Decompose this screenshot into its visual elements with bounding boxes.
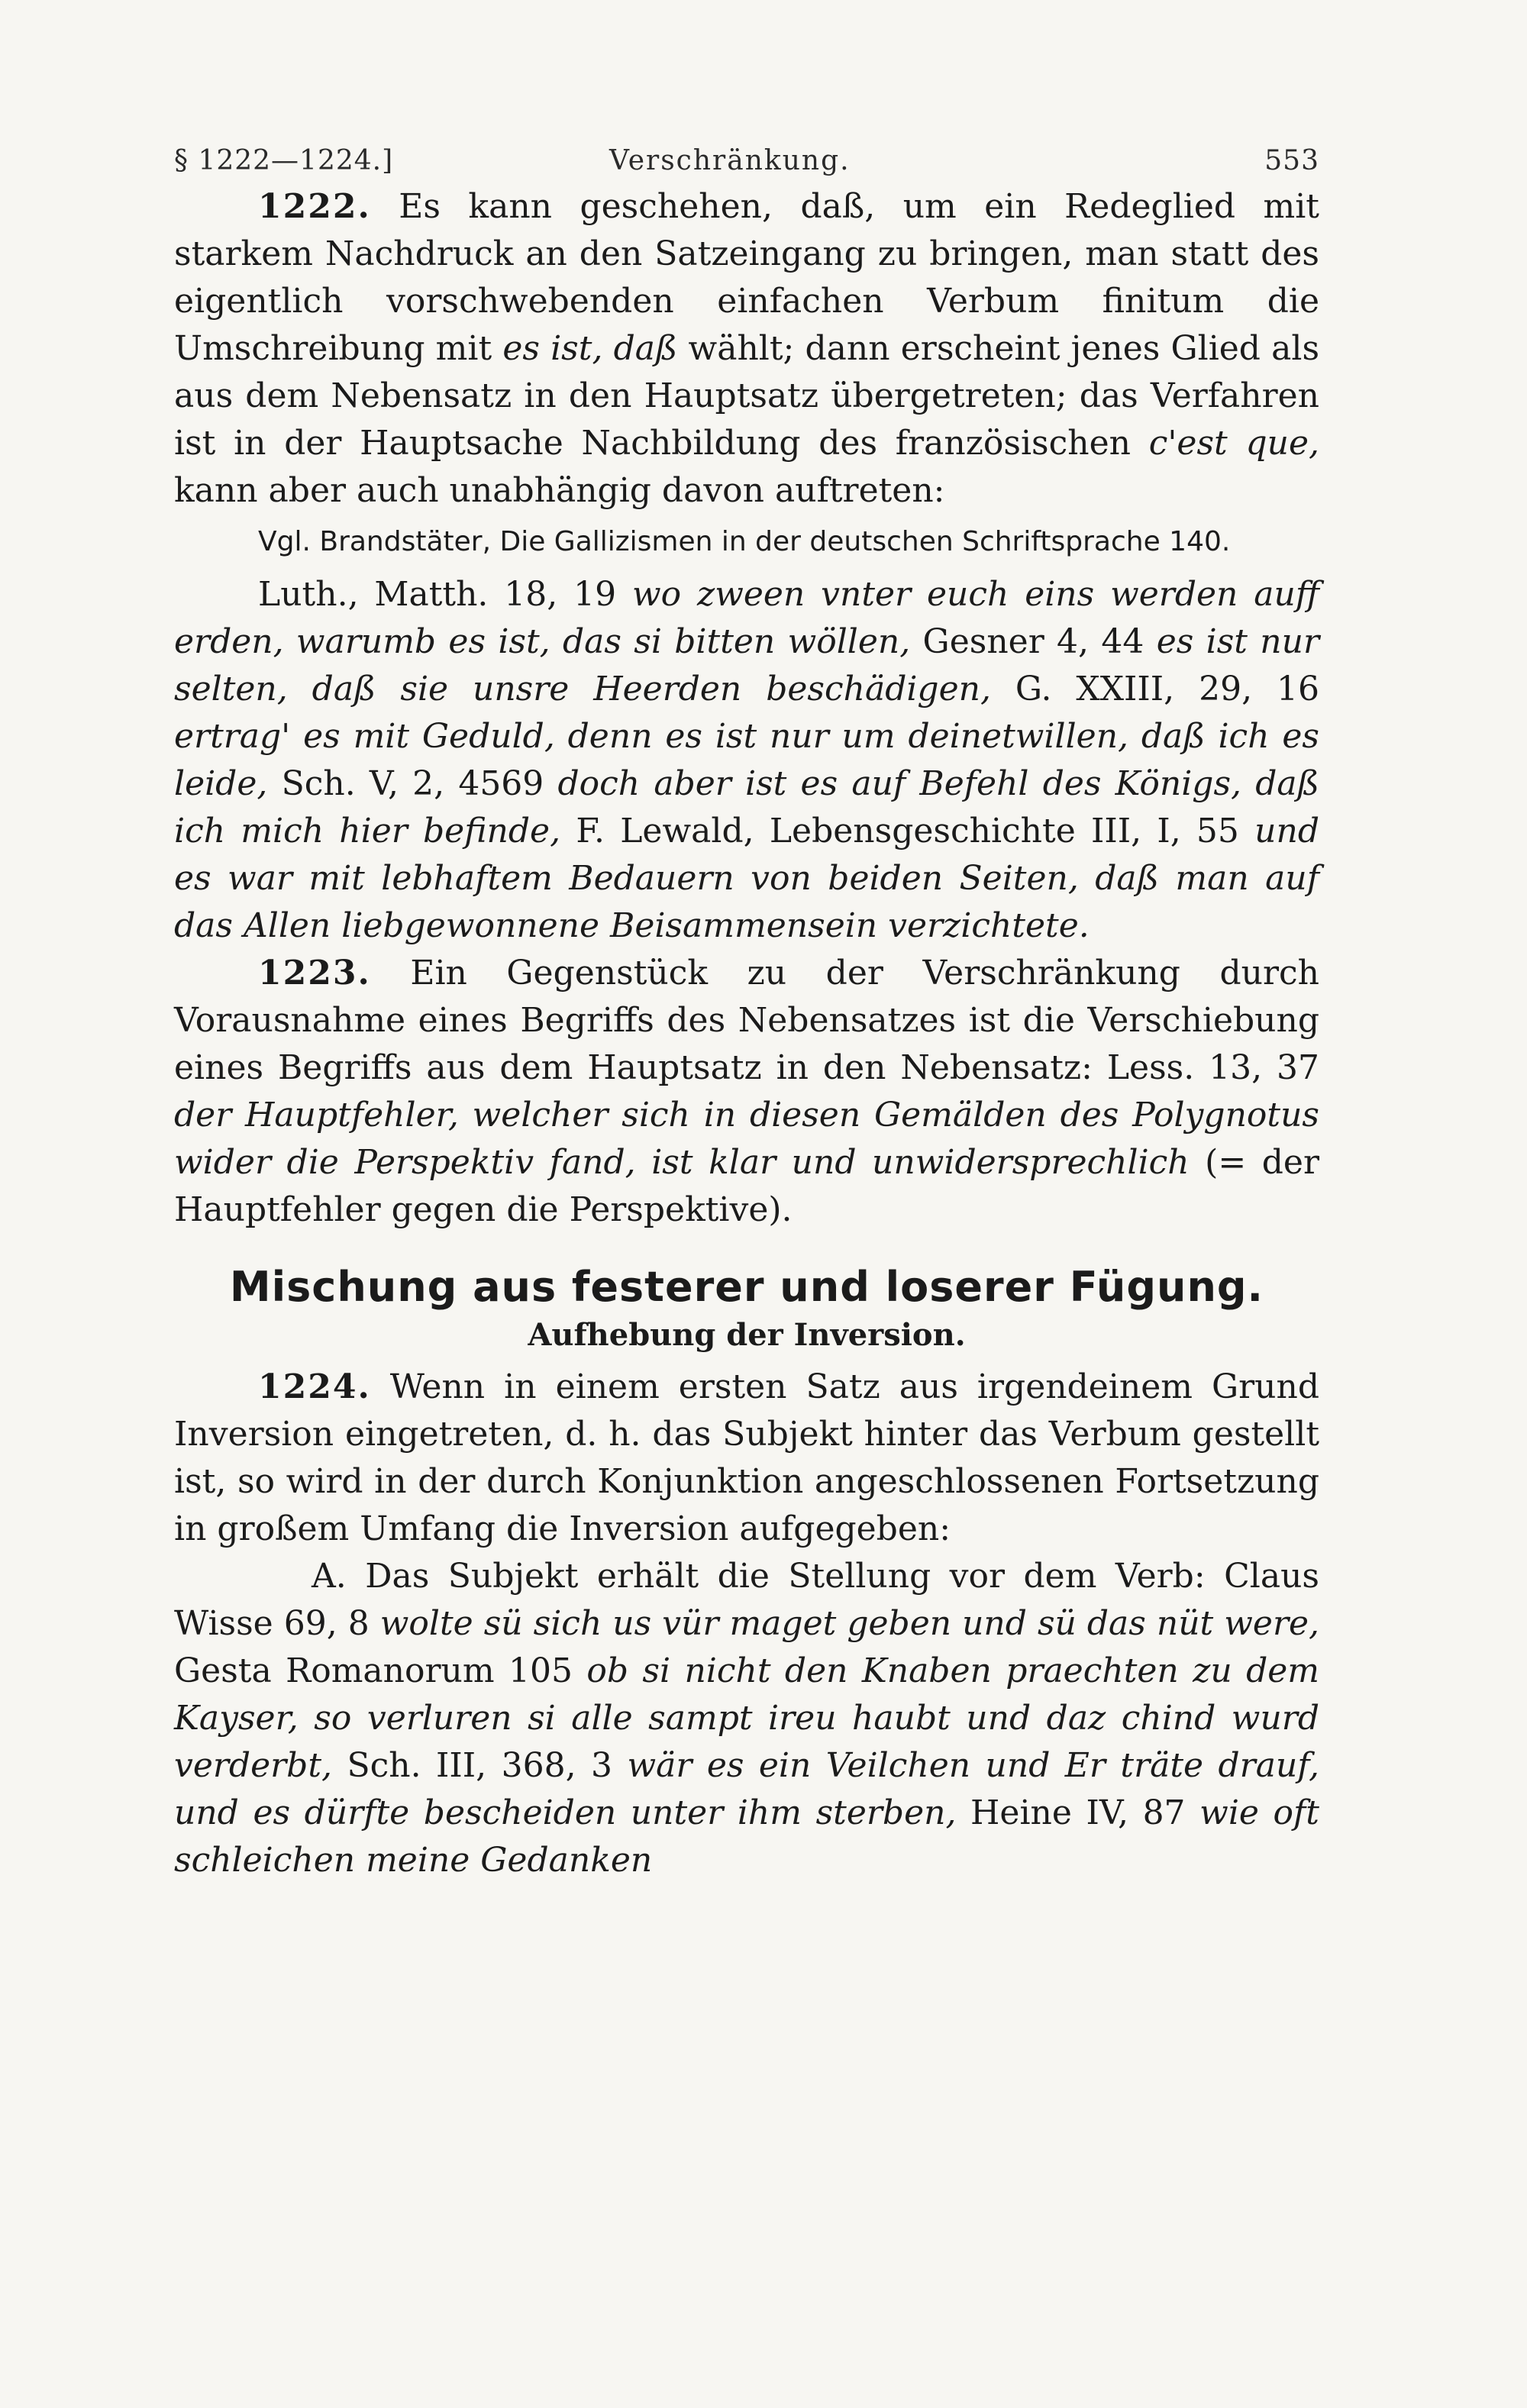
paragraph-1224-a: A. Das Subjekt erhält die Stellung vor dem Verb: Claus Wisse 69, 8 wolte sü sich us vür maget geben und sü das nüt were, Gesta Romanorum 105 ob si nicht den Knaben praechten zu dem Kayser, so verluren si alle sampt ireu haubt und daz chind wurd verderbt, Sch. III, 368, 3 wär es ein Veilchen und Er träte drauf, und es dürfte bescheiden unter ihm sterben, Heine IV, 87 wie oft schleichen meine Gedanken: [174, 1557, 1320, 1880]
section-heading: Mischung aus festerer und loserer Fügung.: [229, 1263, 1264, 1311]
section-number-1224: 1224.: [258, 1367, 371, 1406]
paragraph-1224: 1224. Wenn in einem ersten Satz aus irgendeinem Grund Inversion eingetreten, d. h. das Subjekt hinter das Verbum gestellt ist, so wird in der durch Konjunktion angeschlossenen Fortsetzung in großem Umfang die Inversion aufgegeben:: [174, 1367, 1319, 1548]
page-number: 553: [1264, 145, 1319, 176]
running-head: [174, 137, 1319, 183]
section-number-1223: 1223.: [258, 954, 371, 993]
examples-1222: Luth., Matth. 18, 19 wo zween vnter euch eins werden auff erden, warumb es ist, das si bitten wöllen, Gesner 4, 44 es ist nur selten, daß sie unsre Heerden beschädigen, G. XXIII, 29, 16 ertrag' es mit Geduld, denn es ist nur um deinetwillen, daß ich es leide, Sch. V, 2, 4569 doch aber ist es auf Befehl des Königs, daß ich mich hier befinde, F. Lewald, Lebensgeschichte III, I, 55 und es war mit lebhaftem Bedauern von beiden Seiten, daß man auf das Allen liebgewonnene Beisammensein verzichtete.: [174, 575, 1319, 945]
paragraph-1223: 1223. Ein Gegenstück zu der Verschränkung durch Vorausnahme eines Begriffs des Nebensatzes ist die Verschiebung eines Begriffs aus dem Hauptsatz in den Nebensatz: Less. 13, 37 der Hauptfehler, welcher sich in diesen Gemälden des Polygnotus wider die Perspektiv fand, ist klar und unwidersprechlich (= der Hauptfehler gegen die Perspektive).: [174, 954, 1319, 1229]
paragraph-1222: 1222. Es kann geschehen, daß, um ein Redeglied mit starkem Nachdruck an den Satzeingang zu bringen, man statt des eigentlich vorschwebenden einfachen Verbum finitum die Umschreibung mit es ist, daß wählt; dann erscheint jenes Glied als aus dem Nebensatz in den Hauptsatz übergetreten; das Verfahren ist in der Hauptsache Nachbildung des französischen c'est que, kann aber auch unabhängig davon auftreten:: [174, 187, 1320, 510]
running-title: Verschränkung.: [609, 145, 851, 176]
section-number-1222: 1222.: [258, 187, 371, 226]
section-range: § 1222—1224.]: [174, 145, 394, 176]
section-subheading: Aufhebung der Inversion.: [528, 1317, 966, 1353]
reference-note: Vgl. Brandstäter, Die Gallizismen in der deutschen Schriftsprache 140.: [258, 526, 1231, 557]
page: [174, 137, 1319, 1884]
